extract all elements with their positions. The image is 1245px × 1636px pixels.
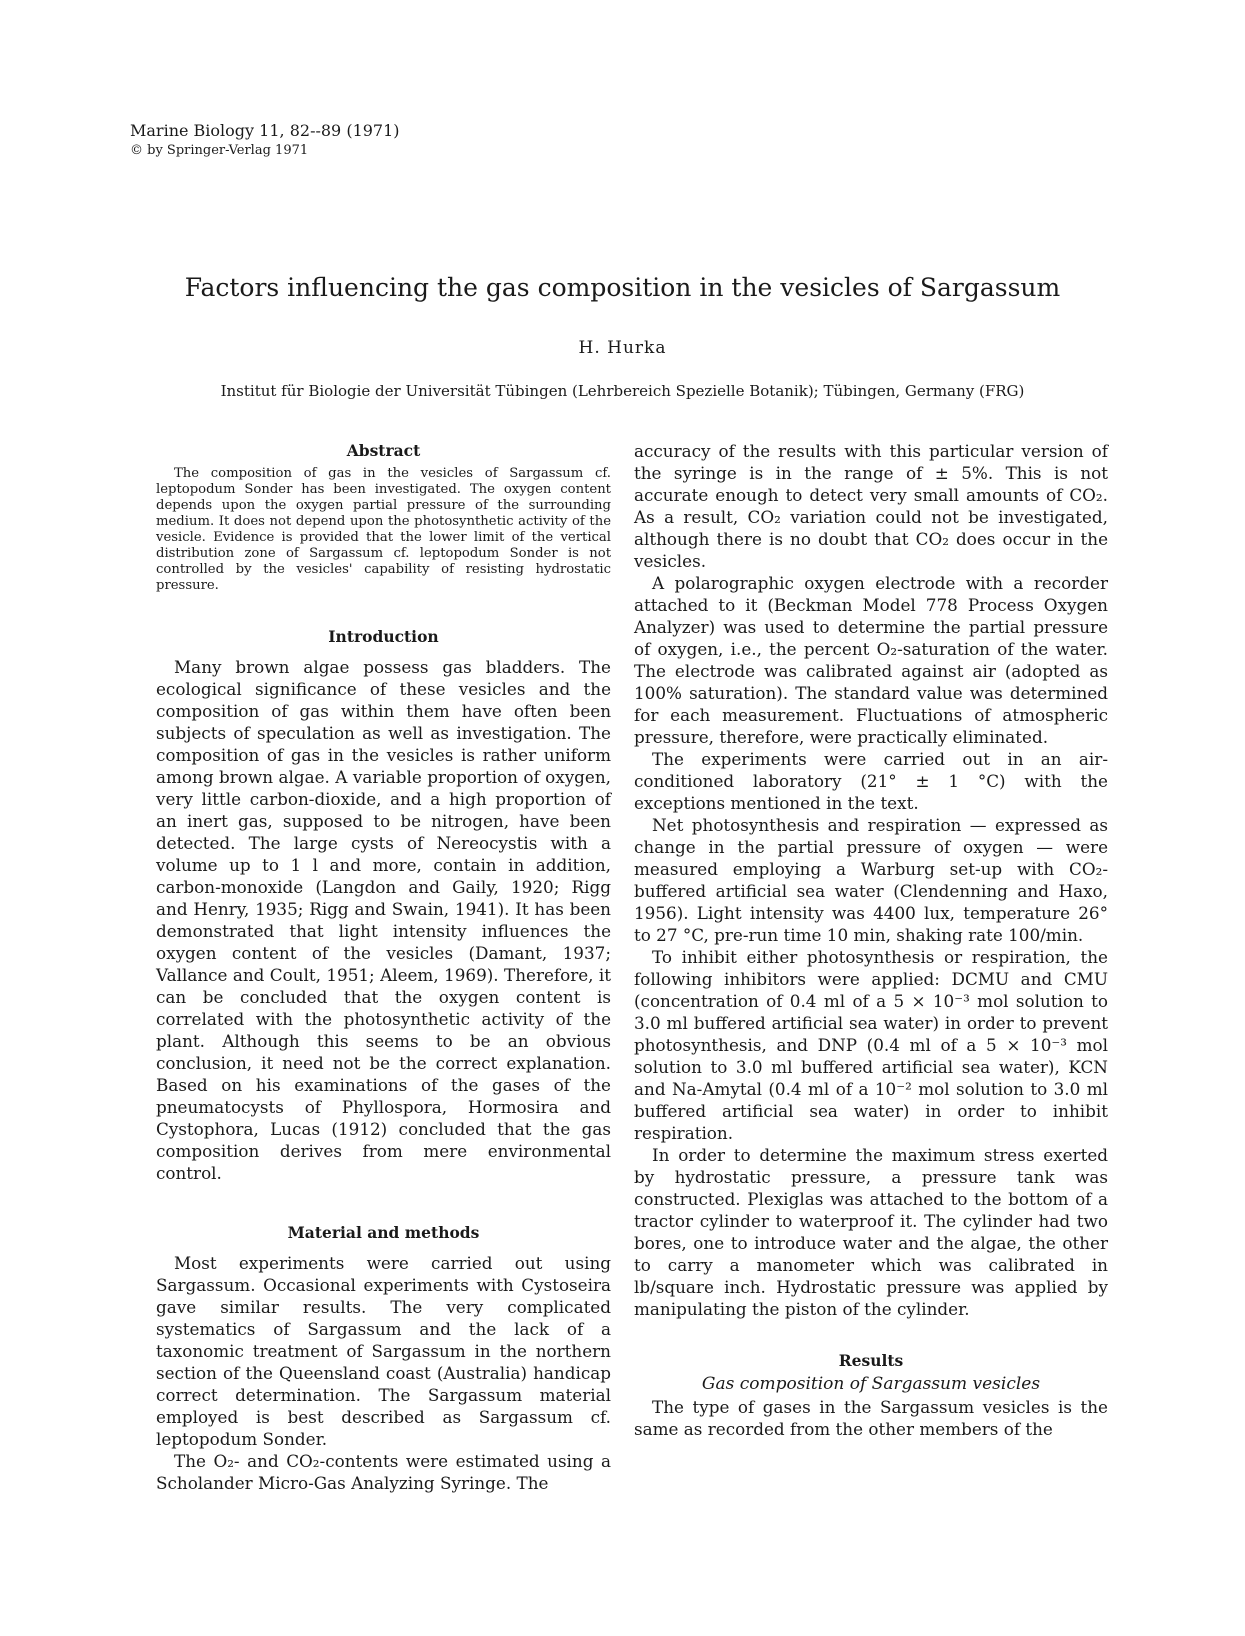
introduction-text: Many brown algae possess gas bladders. The ecological significance of these vesicles and the composition of gas within them have often been subjects of speculation as well as investigation. The composition of gas in the vesicles is rather uniform among brown algae. A variable proportion of oxygen, very little carbon-dioxide, and a high proportion of an inert gas, supposed to be nitrogen, have been detected. The large cysts of Nereocystis with a volume up to 1 l and more, contain in addition, carbon-monoxide (Langdon and Gaily, 1920; Rigg and Henry, 1935; Rigg and Swain, 1941). It has been demonstrated that light intensity influences the oxygen content of the vesicles (Damant, 1937; Vallance and Coult, 1951; Aleem, 1969). Therefore, it can be concluded that the oxygen content is correlated with the photosynthetic activity of the plant. Although this seems to be an obvious conclusion, it need not be the correct explanation. Based on his examinations of the gases of the pneumatocysts of Phyllospora, Hormosira and Cystophora, Lucas (1912) concluded that the gas composition derives from mere environmental control. [156,657,611,1183]
methods-paragraph: Most experiments were carried out using Sargassum. Occasional experiments with Cystoseira gave similar results. The very complicated systematics of Sargassum and the lack of a taxonomic treatment of Sargassum in the northern section of the Queensland coast (Australia) handicap correct determination. The Sargassum material employed is best described as Sargassum cf. leptopodum Sonder. [156,1253,611,1449]
methods-paragraph: In order to determine the maximum stress exerted by hydrostatic pressure, a pressure tank was constructed. Plexiglas was attached to the bottom of a tractor cylinder to waterproof it. The cylinder had two bores, one to introduce water and the algae, the other to carry a manometer which was calibrated in lb/square inch. Hydrostatic pressure was applied by manipulating the piston of the cylinder. [634,1145,1108,1319]
author-name: H. Hurka [578,338,667,358]
copyright-line: © by Springer-Verlag 1971 [130,143,309,158]
results-heading: Results [838,1351,904,1370]
methods-heading: Material and methods [287,1223,480,1242]
methods-paragraph: The experiments were carried out in an air-conditioned laboratory (21° ± 1 °C) with the exceptions mentioned in the text. [634,749,1108,813]
right-column [634,440,1108,1440]
journal-citation [130,121,400,161]
abstract-text: The composition of gas in the vesicles of Sargassum cf. leptopodum Sonder has been investigated. The oxygen content depends upon the oxygen partial pressure of the surrounding medium. It does not depend upon the photosynthetic activity of the vesicle. Evidence is provided that the lower limit of the vertical distribution zone of Sargassum cf. leptopodum Sonder is not controlled by the vesicles' capability of resisting hydrostatic pressure. [156,466,611,593]
left-column [156,440,611,1494]
methods-paragraph: The O₂- and CO₂-contents were estimated using a Scholander Micro-Gas Analyzing Syringe. The [156,1451,611,1493]
author-affiliation: Institut für Biologie der Universität Tübingen (Lehrbereich Spezielle Botanik); Tübingen, Germany (FRG) [220,382,1025,400]
results-subheading: Gas composition of Sargassum vesicles [701,1374,1041,1394]
paper-title: Factors influencing the gas composition in the vesicles of Sargassum [184,273,1061,302]
methods-paragraph: To inhibit either photosynthesis or respiration, the following inhibitors were applied: DCMU and CMU (concentration of 0.4 ml of a 5 × 10⁻³ mol solution to 3.0 ml buffered artificial sea water) in order to prevent photosynthesis, and DNP (0.4 ml of a 5 × 10⁻³ mol solution to 3.0 ml buffered artificial sea water), KCN and Na-Amytal (0.4 ml of a 10⁻² mol solution to 3.0 ml buffered artificial sea water) in order to inhibit respiration. [634,947,1108,1143]
methods-paragraph: A polarographic oxygen electrode with a recorder attached to it (Beckman Model 778 Process Oxygen Analyzer) was used to determine the partial pressure of oxygen, i.e., the percent O₂-saturation of the water. The electrode was calibrated against air (adopted as 100% saturation). The standard value was determined for each measurement. Fluctuations of atmospheric pressure, therefore, were practically eliminated. [634,573,1108,747]
results-paragraph: The type of gases in the Sargassum vesicles is the same as recorded from the other members of the [634,1397,1108,1439]
methods-paragraph: accuracy of the results with this particular version of the syringe is in the range of ± 5%. This is not accurate enough to detect very small amounts of CO₂. As a result, CO₂ variation could not be investigated, although there is no doubt that CO₂ does occur in the vesicles. [634,441,1108,571]
methods-paragraph: Net photosynthesis and respiration — expressed as change in the partial pressure of oxygen — were measured employing a Warburg set-up with CO₂-buffered artificial sea water (Clendenning and Haxo, 1956). Light intensity was 4400 lux, temperature 26° to 27 °C, pre-run time 10 min, shaking rate 100/min. [634,815,1108,945]
introduction-heading: Introduction [328,627,439,646]
journal-reference: Marine Biology 11, 82--89 (1971) [130,121,400,140]
abstract-heading: Abstract [346,441,421,460]
